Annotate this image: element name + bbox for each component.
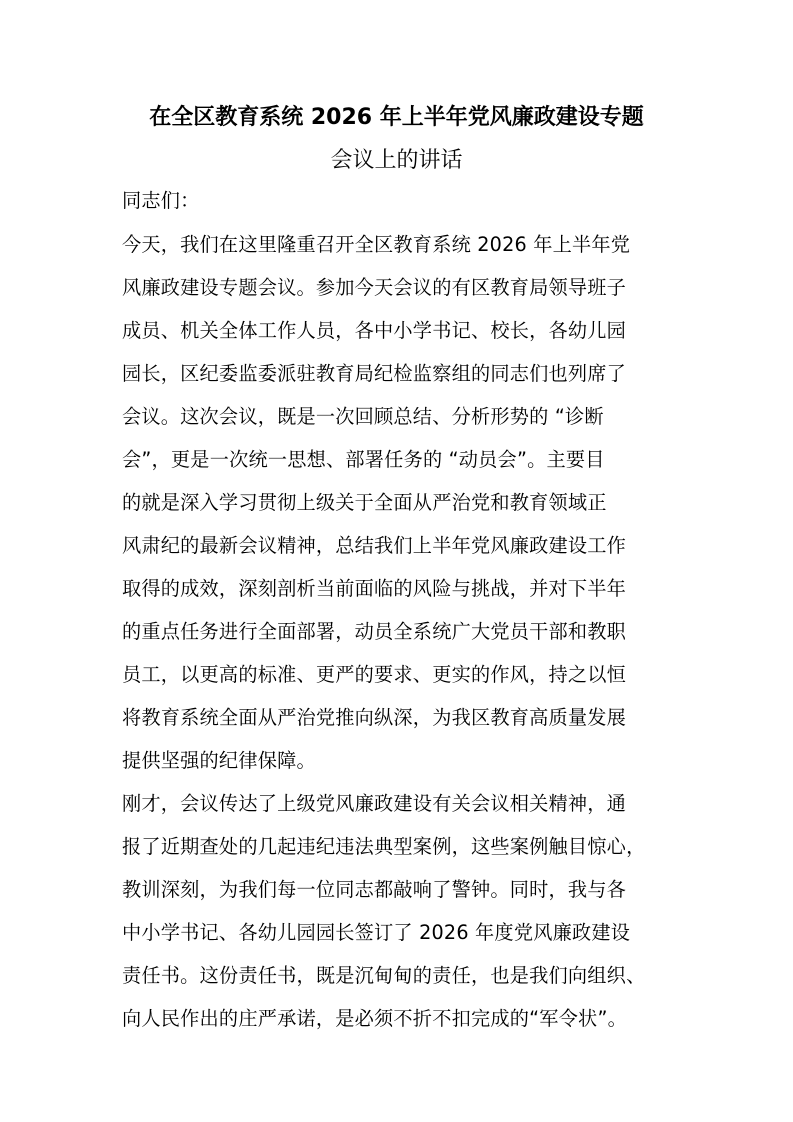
paragraph-line: 的重点任务进行全面部署，动员全系统广大党员干部和教职: [122, 620, 627, 643]
paragraph-line: 向人民作出的庄严承诺，是必须不折不扣完成的“军令状”。: [122, 1007, 627, 1030]
paragraph-line: 风廉政建设专题会议。参加今天会议的有区教育局领导班子: [122, 276, 627, 299]
paragraph-line: 将教育系统全面从严治党推向纵深，为我区教育高质量发展: [122, 706, 627, 729]
paragraph-line: 提供坚强的纪律保障。: [122, 749, 316, 772]
paragraph-line: 今天，我们在这里隆重召开全区教育系统 2026 年上半年党: [122, 233, 631, 256]
paragraph-line: 员工，以更高的标准、更严的要求、更实的作风，持之以恒: [122, 663, 627, 686]
paragraph-line: 成员、机关全体工作人员，各中小学书记、校长，各幼儿园: [122, 319, 627, 342]
paragraph-line: 中小学书记、各幼儿园园长签订了 2026 年度党风廉政建设: [122, 921, 631, 944]
paragraph-line: 责任书。这份责任书，既是沉甸甸的责任，也是我们向组织、: [122, 964, 646, 987]
salutation: 同志们：: [122, 189, 200, 212]
paragraph-line: 会议。这次会议，既是一次回顾总结、分析形势的 “诊断: [122, 405, 604, 428]
paragraph-line: 教训深刻，为我们每一位同志都敲响了警钟。同时，我与各: [122, 878, 627, 901]
paragraph-line: 会”，更是一次统一思想、部署任务的 “动员会”。主要目: [122, 448, 605, 471]
paragraph-line: 刚才，会议传达了上级党风廉政建设有关会议相关精神，通: [122, 792, 627, 815]
paragraph-line: 的就是深入学习贯彻上级关于全面从严治党和教育领域正: [122, 491, 607, 514]
paragraph-line: 风肃纪的最新会议精神，总结我们上半年党风廉政建设工作: [122, 534, 627, 557]
paragraph-line: 园长，区纪委监委派驻教育局纪检监察组的同志们也列席了: [122, 362, 627, 385]
document-title: 在全区教育系统 2026 年上半年党风廉政建设专题: [149, 105, 644, 130]
paragraph-line: 取得的成效，深刻剖析当前面临的风险与挑战，并对下半年: [122, 577, 627, 600]
paragraph-line: 报了近期查处的几起违纪违法典型案例，这些案例触目惊心，: [122, 835, 646, 858]
document-subtitle: 会议上的讲话: [330, 148, 463, 173]
